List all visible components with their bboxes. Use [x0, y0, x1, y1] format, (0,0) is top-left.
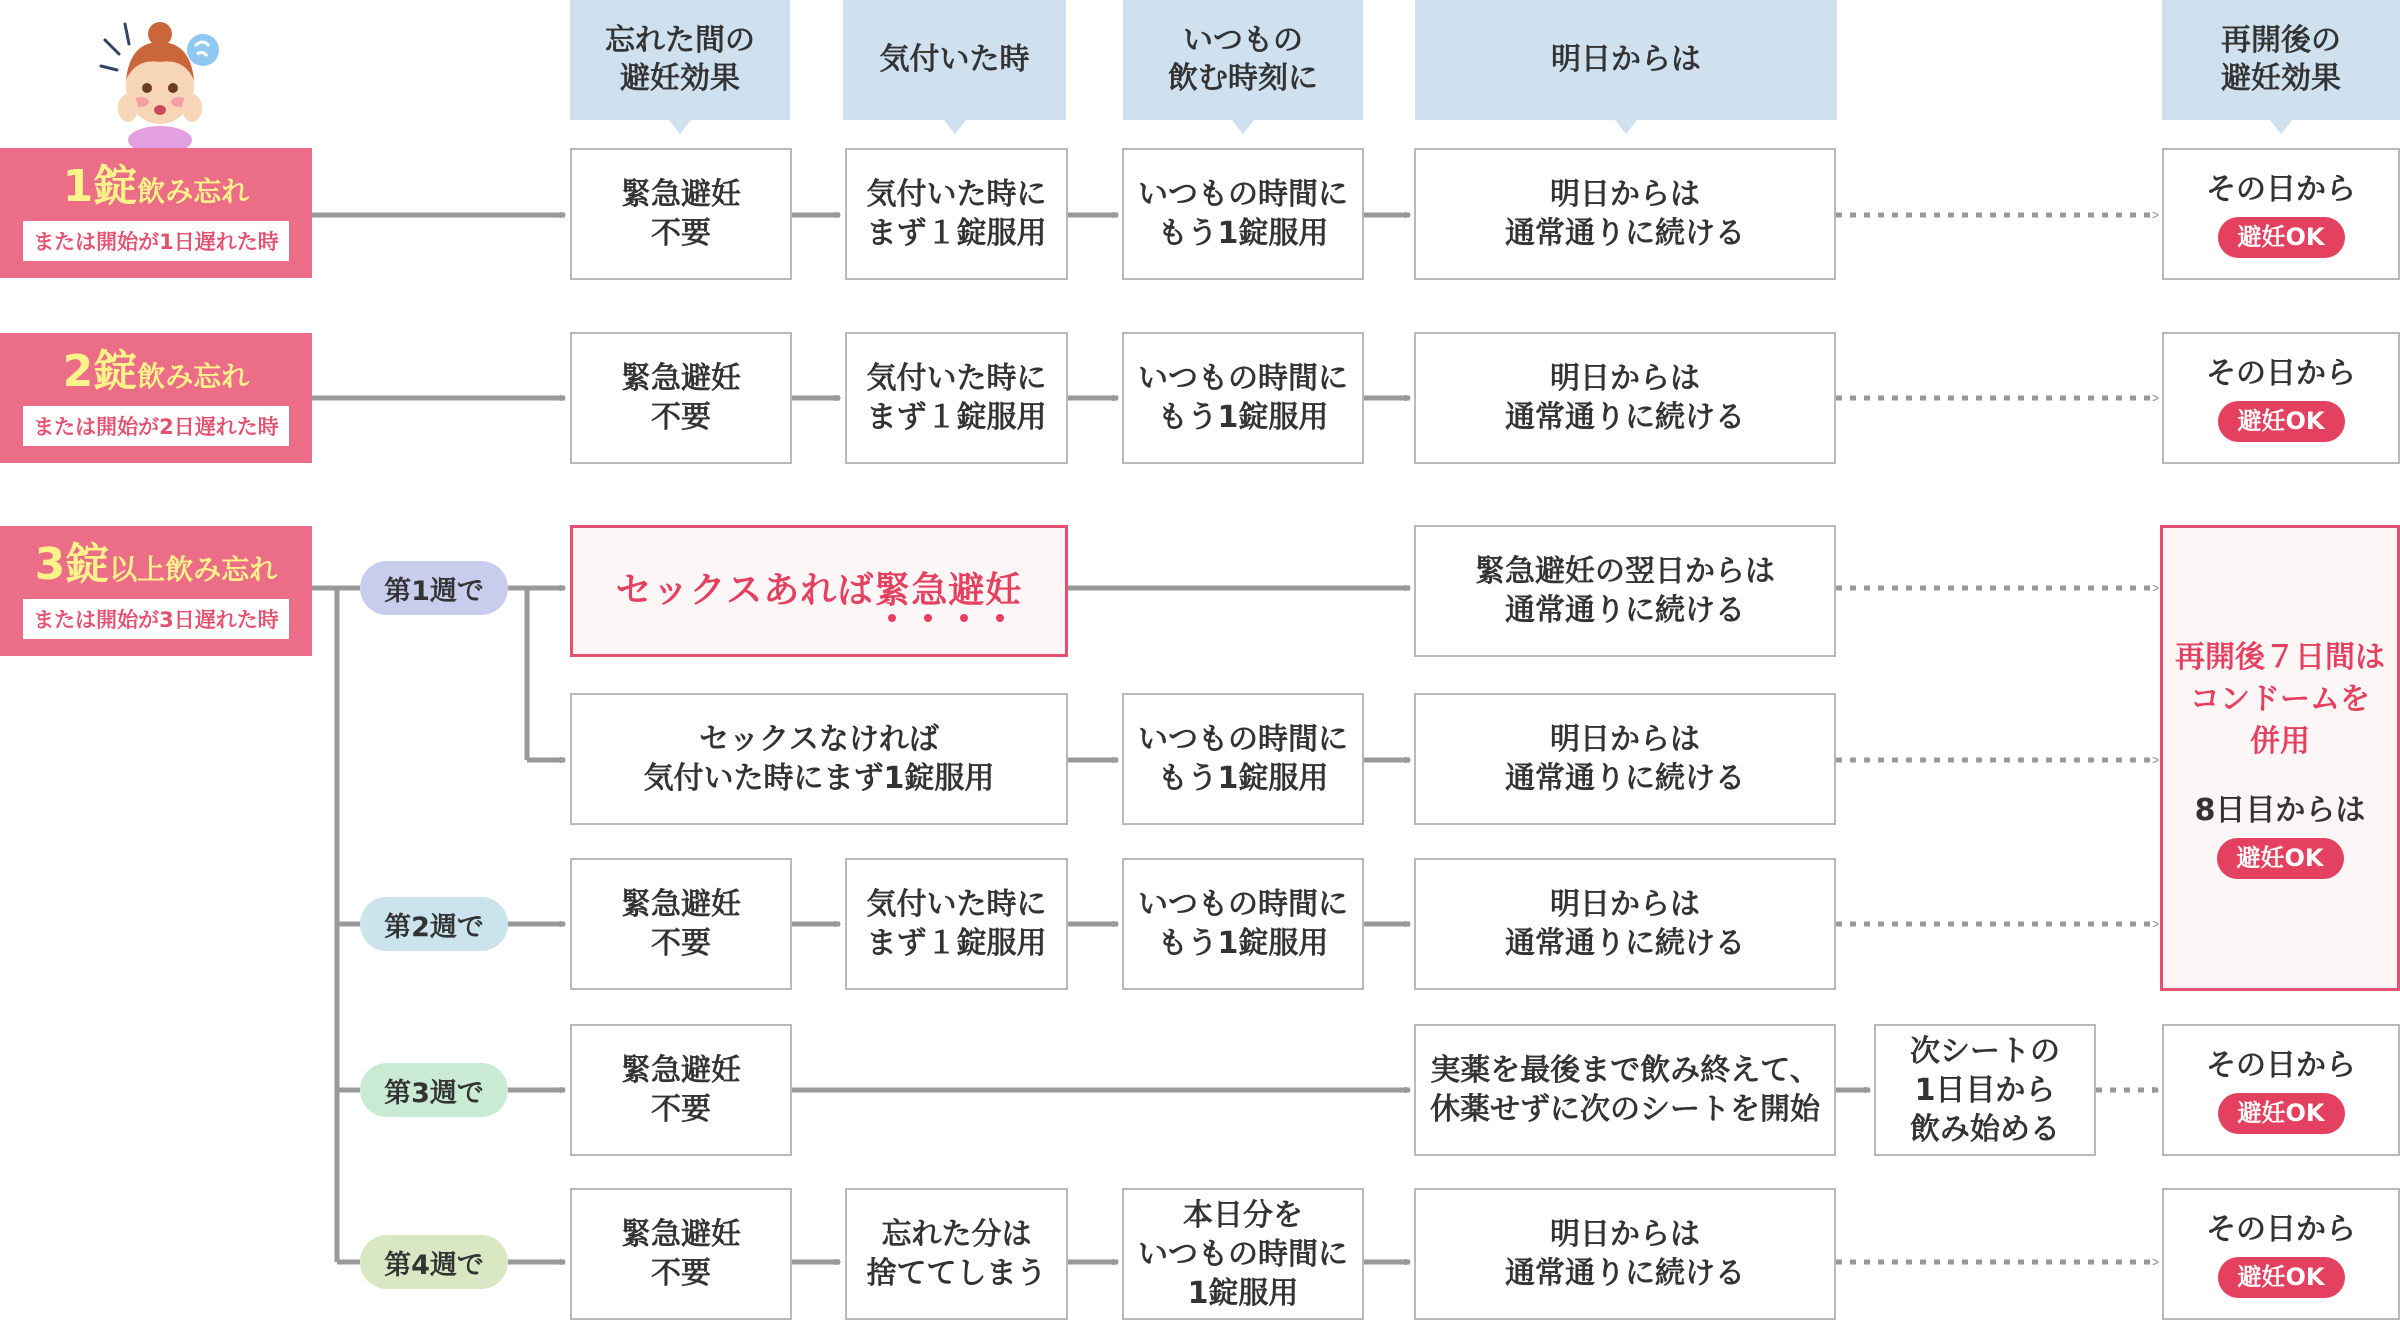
row-one-suffix: 飲み忘れ — [137, 175, 250, 208]
row-two-suffix: 飲み忘れ — [137, 360, 250, 393]
r1-ok-badge: 避妊OK — [2218, 217, 2345, 258]
r1-no-ec-box: 緊急避妊 不要 — [570, 148, 792, 280]
w4-ok-badge: 避妊OK — [2218, 1257, 2345, 1298]
r2-result-box — [2162, 332, 2400, 464]
w2-continue-box: 明日からは 通常通りに続ける — [1414, 858, 1836, 990]
r2-ok-badge: 避妊OK — [2218, 401, 2345, 442]
w3-no-ec-box: 緊急避妊 不要 — [570, 1024, 792, 1156]
w2-take-now-box: 気付いた時に まず１錠服用 — [845, 858, 1068, 990]
row-one-subtitle: または開始が1日遅れた時 — [23, 221, 289, 261]
header-usual-time: いつもの 飲む時刻に — [1123, 0, 1363, 120]
r1-from-day: その日から — [2206, 172, 2356, 208]
r1-result-box — [2162, 148, 2400, 280]
header-when-noticed: 気付いた時 — [843, 0, 1066, 120]
r1-continue-box: 明日からは 通常通りに続ける — [1414, 148, 1836, 280]
row-label-one-pill — [0, 148, 312, 278]
w1-after-ec-box: 緊急避妊の翌日からは 通常通りに続ける — [1414, 525, 1836, 657]
w3-ok-badge: 避妊OK — [2218, 1093, 2345, 1134]
row-label-one-title — [62, 161, 250, 212]
w2-usual-one-box: いつもの時間に もう1錠服用 — [1122, 858, 1364, 990]
row-label-two-title — [62, 346, 250, 397]
w1-sex-ec-prefix: セックスあれば — [615, 569, 875, 611]
w1-no-sex-box: セックスなければ 気付いた時にまず1錠服用 — [570, 693, 1068, 825]
w3-finish-sheet-box: 実薬を最後まで飲み終えて、 休薬せずに次のシートを開始 — [1414, 1024, 1836, 1156]
r2-usual-one-box: いつもの時間に もう1錠服用 — [1122, 332, 1364, 464]
w3-result-box — [2162, 1024, 2400, 1156]
row-three-suffix: 以上飲み忘れ — [109, 553, 278, 586]
w4-from-day: その日から — [2206, 1212, 2356, 1248]
w4-discard-box: 忘れた分は 捨ててしまう — [845, 1188, 1068, 1320]
r2-continue-box: 明日からは 通常通りに続ける — [1414, 332, 1836, 464]
row-label-two-pills — [0, 333, 312, 463]
worried-girl-illustration — [95, 20, 235, 150]
w3-next-sheet-box: 次シートの 1日目から 飲み始める — [1874, 1024, 2096, 1156]
row-three-subtitle: または開始が3日遅れた時 — [23, 599, 289, 639]
w4-continue-box: 明日からは 通常通りに続ける — [1414, 1188, 1836, 1320]
week-4-pill: 第4週で — [360, 1235, 508, 1289]
row-two-count: 2錠 — [62, 346, 138, 397]
week-2-pill: 第2週で — [360, 897, 508, 951]
r1-usual-one-box: いつもの時間に もう1錠服用 — [1122, 148, 1364, 280]
header-after-resume: 再開後の 避妊効果 — [2162, 0, 2400, 120]
condom-note: 再開後７日間は コンドームを 併用 — [2175, 640, 2385, 760]
week-1-pill: 第1週で — [360, 561, 508, 615]
w3-from-day: その日から — [2206, 1048, 2356, 1084]
condom-ok-badge: 避妊OK — [2217, 838, 2344, 879]
condom-result-box — [2160, 525, 2400, 991]
w1-ec-word: 緊急避妊 — [874, 569, 1023, 611]
row-label-three-pills — [0, 526, 312, 656]
row-one-count: 1錠 — [62, 161, 138, 212]
header-from-tomorrow: 明日からは — [1415, 0, 1837, 120]
w1-usual-one-box: いつもの時間に もう1錠服用 — [1122, 693, 1364, 825]
r1-take-now-box: 気付いた時に まず１錠服用 — [845, 148, 1068, 280]
r2-no-ec-box: 緊急避妊 不要 — [570, 332, 792, 464]
row-three-count: 3錠 — [34, 539, 110, 590]
w1-sex-ec-emphasis — [874, 568, 1022, 615]
w4-no-ec-box: 緊急避妊 不要 — [570, 1188, 792, 1320]
w1-continue-box: 明日からは 通常通りに続ける — [1414, 693, 1836, 825]
w4-result-box — [2162, 1188, 2400, 1320]
emphasis-dots — [874, 612, 1018, 624]
w2-no-ec-box: 緊急避妊 不要 — [570, 858, 792, 990]
r2-take-now-box: 気付いた時に まず１錠服用 — [845, 332, 1068, 464]
w1-sex-ec-box — [570, 525, 1068, 657]
row-label-three-title — [34, 539, 278, 590]
header-during-forgot: 忘れた間の 避妊効果 — [570, 0, 790, 120]
w4-today-dose-box: 本日分を いつもの時間に 1錠服用 — [1122, 1188, 1364, 1320]
week-3-pill: 第3週で — [360, 1063, 508, 1117]
r2-from-day: その日から — [2206, 356, 2356, 392]
day8-label: 8日目からは — [2194, 793, 2366, 829]
row-two-subtitle: または開始が2日遅れた時 — [23, 406, 289, 446]
